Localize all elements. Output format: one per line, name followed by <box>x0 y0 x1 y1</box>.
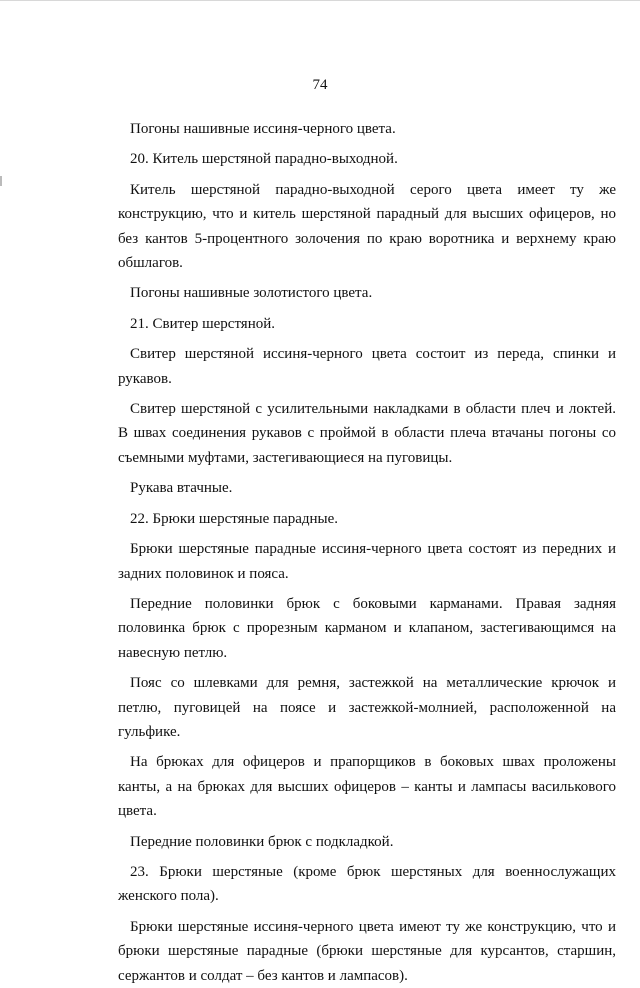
section-heading: 20. Китель шерстяной парадно-выходной. <box>130 151 398 168</box>
paragraph: Брюки шерстяные иссиня-черного цвета имеют ту же конструкцию, что и брюки шерстяные парадные (брюки шерстяные для курсантов, старшин, сержантов и солдат – без кантов и лампасов). <box>118 918 616 984</box>
paragraph: На брюках для офицеров и прапорщиков в боковых швах проложены канты, а на брюках для высших офицеров – канты и лампасы василькового цвета. <box>118 754 616 820</box>
section-heading: 22. Брюки шерстяные парадные. <box>130 510 339 527</box>
section-heading: 23. Брюки шерстяные (кроме брюк шерстяных для военнослужащих женского пола). <box>118 863 616 905</box>
paragraph: Рукава втачные. <box>130 480 233 497</box>
paragraph: Свитер шерстяной иссиня-черного цвета состоит из переда, спинки и рукавов. <box>118 346 616 387</box>
document-body <box>118 117 616 988</box>
paragraph: Погоны нашивные иссиня-черного цвета. <box>130 121 396 137</box>
paragraph: Пояс со шлевками для ремня, застежкой на металлические крючок и петлю, пуговицей на поясе и застежкой-молнией, расположенной на гульфике. <box>118 675 616 740</box>
paragraph: Передние половинки брюк с боковыми карманами. Правая задняя половинка брюк с прорезным карманом и клапаном, застегивающимся на навесную петлю. <box>118 595 616 661</box>
paragraph: Китель шерстяной парадно-выходной серого цвета имеет ту же конструкцию, что и китель шерстяной парадный для высших офицеров, но без кантов 5-процентного золочения по краю воротника и верхнему краю обшлагов. <box>118 181 616 272</box>
paragraph: Погоны нашивные золотистого цвета. <box>130 285 373 302</box>
page-number: 74 <box>312 77 328 93</box>
paragraph: Передние половинки брюк с подкладкой. <box>130 833 394 850</box>
paragraph: Брюки шерстяные парадные иссиня-черного цвета состоят из передних и задних половинок и пояса. <box>118 541 616 582</box>
paragraph: Свитер шерстяной с усилительными накладками в области плеч и локтей. В швах соединения рукавов с проймой в области плеча втачаны погоны со съемными муфтами, застегивающиеся на пуговицы. <box>118 401 616 466</box>
scan-top-edge <box>0 0 640 1</box>
section-heading: 21. Свитер шерстяной. <box>130 315 276 332</box>
scan-margin-mark <box>0 176 2 186</box>
